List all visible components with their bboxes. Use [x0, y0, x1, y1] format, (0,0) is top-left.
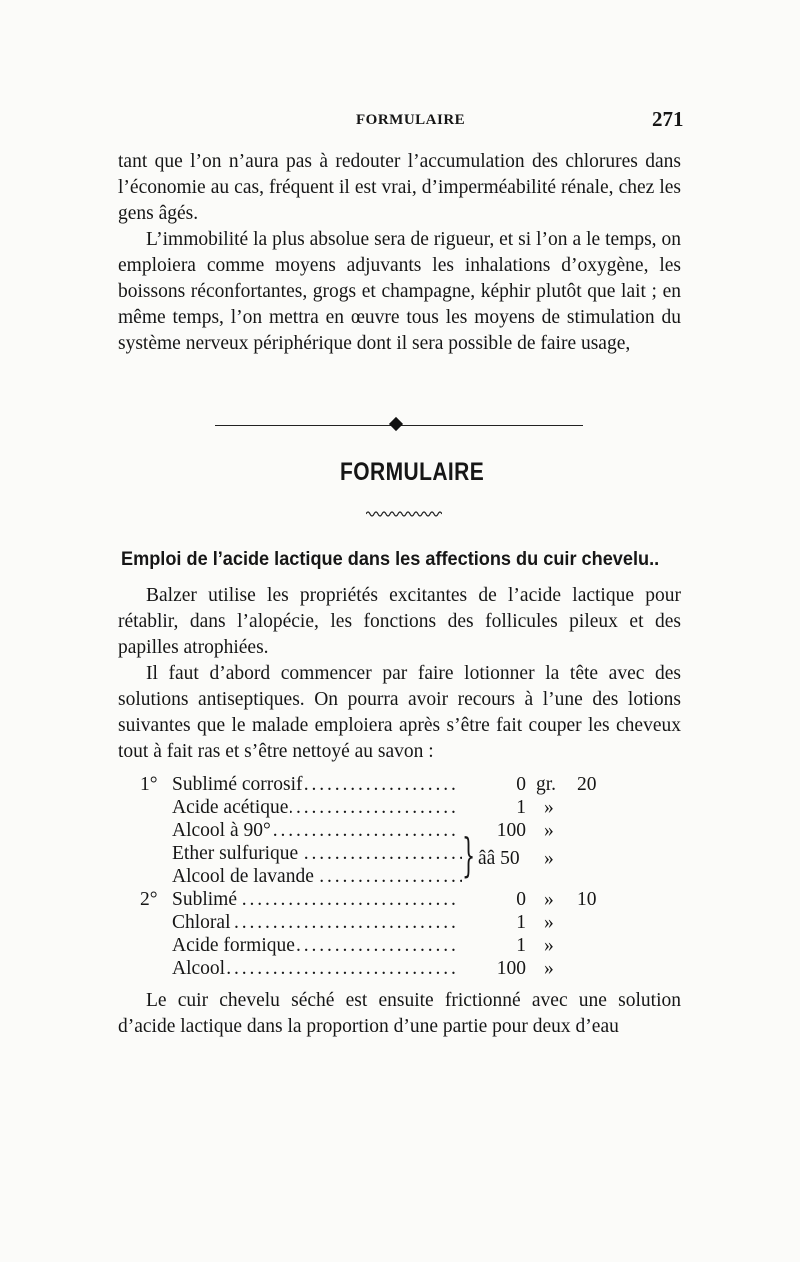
ingredient-subvalue: 20	[577, 774, 597, 795]
formula-row	[140, 958, 620, 982]
ingredient-name: Ether sulfurique	[172, 843, 299, 864]
ingredient-name: Chloral	[172, 912, 231, 933]
ingredient-name: Sublimé corrosif	[172, 774, 303, 795]
section-subtitle: Emploi de l’acide lactique dans les affections du cuir chevelu..	[121, 548, 660, 570]
body-text-bottom	[118, 988, 681, 1040]
ingredient-name: Acide formique	[172, 935, 295, 956]
shared-unit: »	[544, 848, 554, 869]
formula-row	[140, 935, 620, 959]
ingredient-value: 1	[516, 912, 526, 933]
shared-quantity: ââ 50	[478, 848, 520, 869]
ingredient-unit: »	[544, 889, 554, 910]
ingredient-unit: »	[544, 797, 554, 818]
section-intro	[118, 583, 681, 765]
ingredient-unit: »	[544, 958, 554, 979]
formula-row	[140, 774, 620, 798]
ingredient-subvalue: 10	[577, 889, 597, 910]
ingredient-value: 0	[516, 774, 526, 795]
page-number: 271	[652, 107, 684, 131]
ingredient-value: 100	[496, 820, 526, 841]
ingredient-value: 1	[516, 797, 526, 818]
ingredient-name: Alcool	[172, 958, 226, 979]
formula-row	[140, 820, 620, 844]
paragraph: L’immobilité la plus absolue sera de rigueur, et si l’on a le temps, on emploiera comme moyens adjuvants les inhalations d’oxygène, les boissons réconfortantes, grogs et champagne, képhir plutôt que lait ; en même temps, l’on mettra en œuvre tous les moyens de stimulation du système nerveux périphérique dont il sera possible de faire usage,	[118, 229, 681, 354]
ingredient-name: Alcool de lavande	[172, 866, 314, 887]
body-text-top	[118, 149, 681, 357]
formula-row	[140, 889, 620, 913]
divider-ornament-icon	[389, 417, 403, 431]
running-title: FORMULAIRE	[356, 112, 466, 128]
wavy-ornament-icon	[366, 510, 442, 518]
formula-number: 2°	[140, 889, 158, 910]
ingredient-unit: »	[544, 820, 554, 841]
ingredient-unit: gr.	[536, 774, 557, 795]
ingredient-value: 0	[516, 889, 526, 910]
formula-number: 1°	[140, 774, 158, 795]
formula-row	[140, 912, 620, 936]
brace-icon: }	[462, 828, 476, 882]
paragraph: Il faut d’abord commencer par faire lotionner la tête avec des solutions antiseptiques. On pourra avoir recours à l’une des lotions suivantes que le malade emploiera après s’être fait couper les cheveux tout à fait ras et s’être nettoyé au savon :	[118, 663, 681, 762]
ingredient-name: Sublimé	[172, 889, 238, 910]
section-title: FORMULAIRE	[340, 458, 485, 486]
paragraph: tant que l’on n’aura pas à redouter l’accumulation des chlorures dans l’économie au cas, fréquent il est vrai, d’imperméabilité rénale, chez les gens âgés.	[118, 151, 681, 224]
ingredient-value: 100	[496, 958, 526, 979]
ingredient-name: Acide acétique	[172, 797, 289, 818]
ingredient-unit: »	[544, 912, 554, 933]
ingredient-unit: »	[544, 935, 554, 956]
ingredient-name: Alcool à 90°	[172, 820, 271, 841]
formula-row	[140, 797, 620, 821]
paragraph: Balzer utilise les propriétés excitantes de l’acide lactique pour rétablir, dans l’alopécie, les fonctions des follicules pileux et des papilles atrophiées.	[118, 585, 681, 658]
paragraph: Le cuir chevelu séché est ensuite frictionné avec une solution d’acide lactique dans la proportion d’une partie pour deux d’eau	[118, 990, 681, 1037]
ingredient-value: 1	[516, 935, 526, 956]
